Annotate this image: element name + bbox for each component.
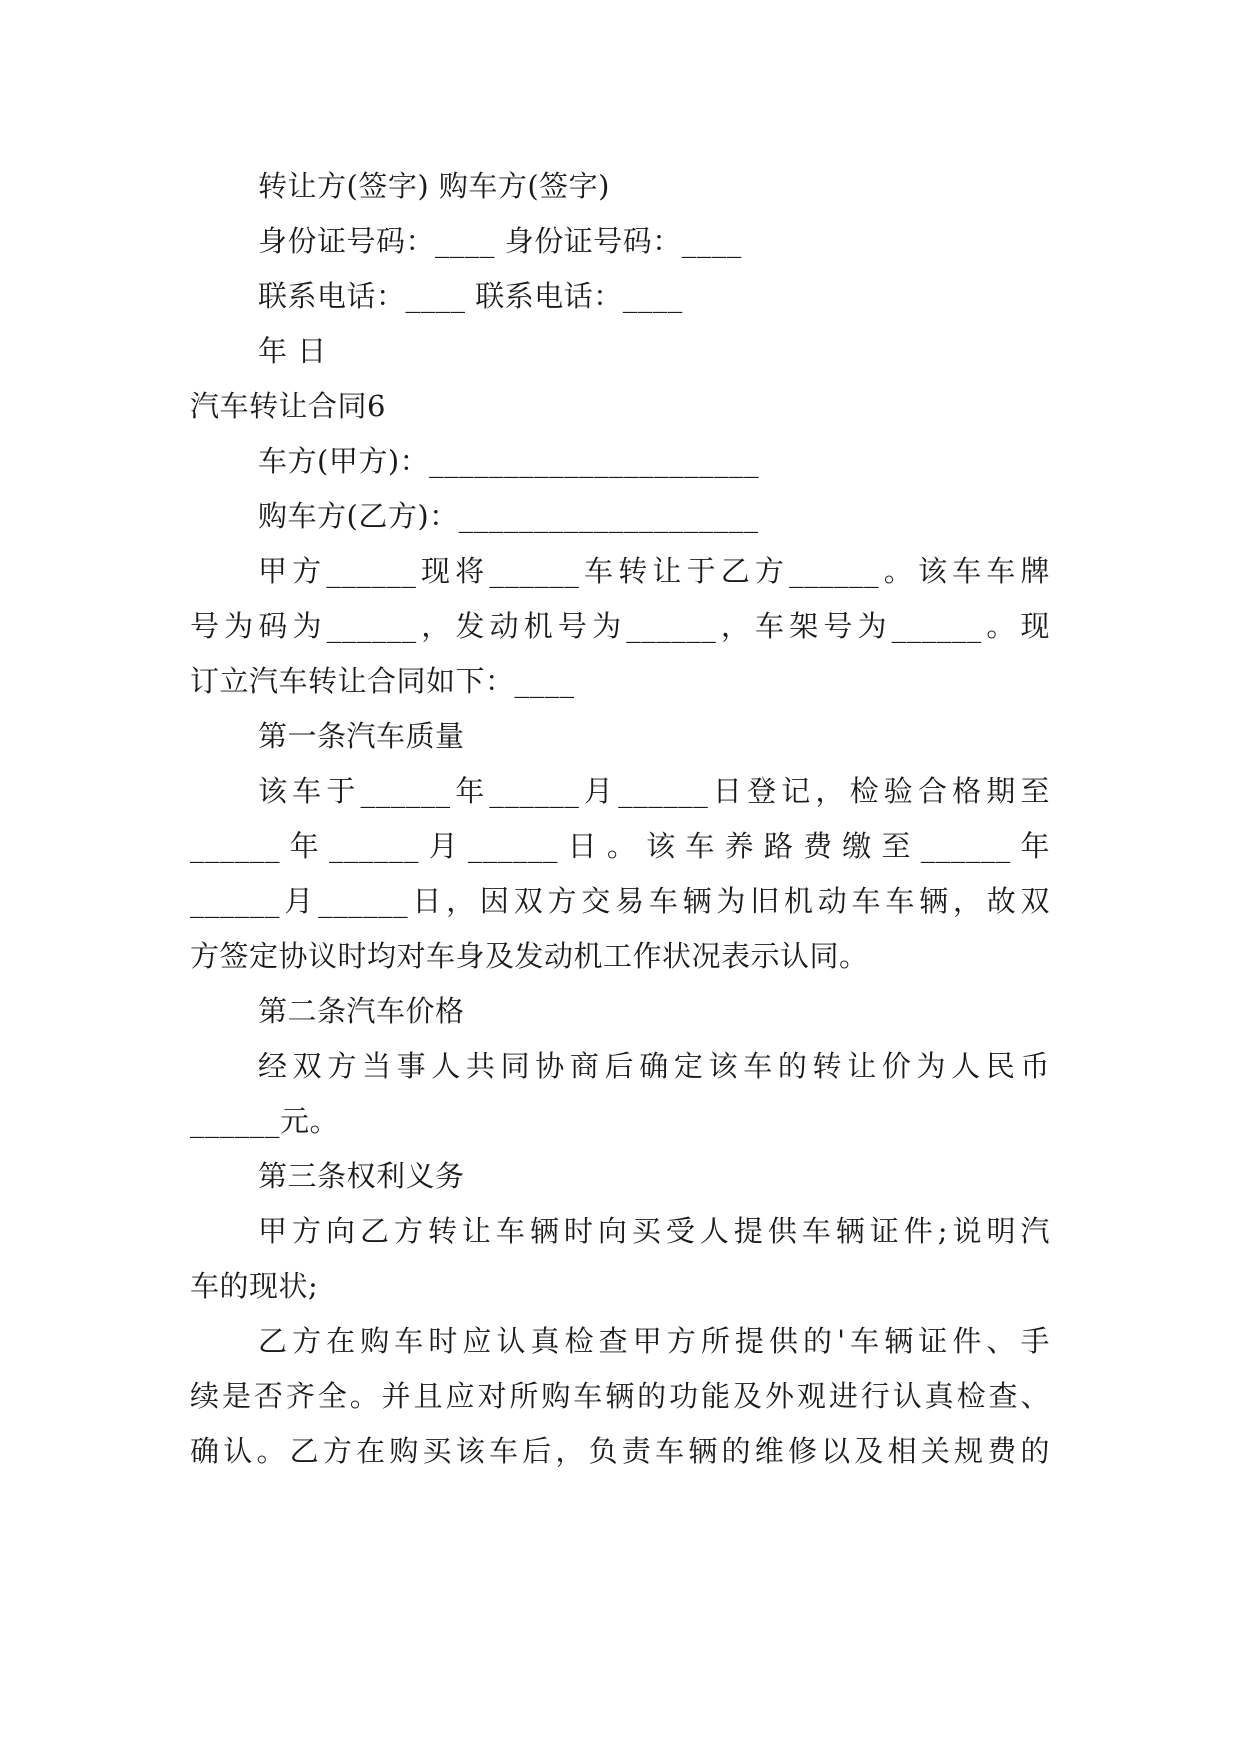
party-b-line: 购车方(乙方)：____________________	[258, 499, 759, 533]
paragraph-line: 车的现状;	[190, 1269, 319, 1303]
paragraph-line: 该车于______年______月______日登记，检验合格期至	[258, 774, 1050, 808]
paragraph-line: 续是否齐全。并且应对所购车辆的功能及外观进行认真检查、	[190, 1379, 1050, 1413]
paragraph-line: 方签定协议时均对车身及发动机工作状况表示认同。	[190, 939, 869, 973]
paragraph-line: ______元。	[190, 1104, 340, 1138]
paragraph-line: 确认。乙方在购买该车后，负责车辆的维修以及相关规费的	[190, 1434, 1050, 1468]
signature-line: 转让方(签字) 购车方(签字)	[258, 169, 610, 203]
phone-line: 联系电话：____ 联系电话：____	[258, 279, 683, 313]
paragraph-line: 号为码为______，发动机号为______，车架号为______。现	[190, 609, 1050, 643]
article-heading: 第一条汽车质量	[258, 719, 465, 753]
contract-title: 汽车转让合同6	[190, 389, 386, 423]
paragraph-line: 甲方向乙方转让车辆时向买受人提供车辆证件;说明汽	[258, 1214, 1050, 1248]
paragraph-line: 乙方在购车时应认真检查甲方所提供的'车辆证件、手	[258, 1324, 1050, 1358]
paragraph-line: 订立汽车转让合同如下：____	[190, 664, 575, 698]
paragraph-line: ______年______月______日。该车养路费缴至______年	[190, 829, 1050, 863]
paragraph-line: ______月______日，因双方交易车辆为旧机动车车辆，故双	[190, 884, 1050, 918]
article-heading: 第二条汽车价格	[258, 994, 465, 1028]
paragraph-line: 经双方当事人共同协商后确定该车的转让价为人民币	[258, 1049, 1050, 1083]
article-heading: 第三条权利义务	[258, 1159, 465, 1193]
paragraph-line: 甲方______现将______车转让于乙方______。该车车牌	[258, 554, 1050, 588]
id-number-line: 身份证号码：____ 身份证号码：____	[258, 224, 742, 258]
party-a-line: 车方(甲方)：______________________	[258, 444, 760, 478]
date-line: 年 日	[258, 334, 327, 368]
